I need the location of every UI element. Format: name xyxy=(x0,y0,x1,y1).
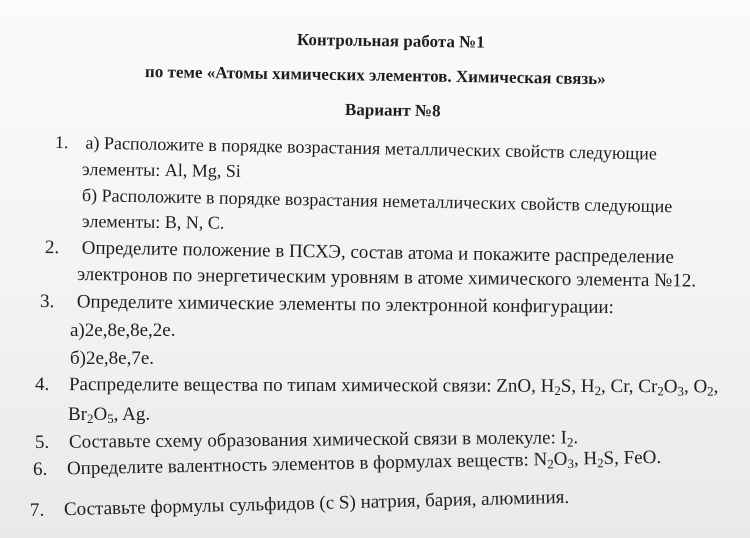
task-number: 2. xyxy=(44,237,60,259)
task-1-line-3: б) Расположите в порядке возрастания неметаллических свойств следующие xyxy=(81,185,673,217)
formula-cr2o3: $Cr_2O_3$, xyxy=(638,376,694,399)
task-number: 4. xyxy=(34,374,50,396)
task-number: 3. xyxy=(39,291,55,313)
task-4-line-1 xyxy=(35,374,718,398)
task-3-line-1 xyxy=(40,291,614,319)
task-4-text: Распределите вещества по типам химической связи: ZnO, xyxy=(68,374,541,397)
formula-h2: $H_2$, Cr, xyxy=(580,375,639,399)
task-3-line-2: а)2е,8е,8е,2е. xyxy=(70,320,176,341)
formula-br2o5: $Br_2O_5$ xyxy=(68,404,114,427)
task-number: 5. xyxy=(34,431,50,453)
task-3-text: Определите химические элементы по электронной конфигурации: xyxy=(76,291,614,319)
task-6-text: Определите валентность элементов в формулах веществ: xyxy=(66,449,534,480)
formula-h2s-feo: $H_2S$, FeO. xyxy=(583,446,662,471)
variant-label: Вариант №8 xyxy=(344,100,441,121)
document-topic: по теме «Атомы химических элементов. Химическая связь» xyxy=(144,62,606,89)
task-number: 6. xyxy=(32,458,48,480)
task-1-line-4: элементы: B, N, C. xyxy=(81,211,225,233)
task-7-text: Составьте формулы сульфидов (с S) натрия, бария, алюминия. xyxy=(63,486,570,521)
task-5-text: Составьте схему образования химической связи в молекуле: xyxy=(68,427,561,453)
formula-i2: $I_2$. xyxy=(560,427,579,450)
formula-n2o3: $N_2O_3$, xyxy=(533,448,584,472)
task-1a-text: а) Расположите в порядке возрастания металлических свойств следующие xyxy=(85,132,658,164)
task-number: 1. xyxy=(54,132,69,153)
formula-o2: $O_2$, xyxy=(693,376,719,399)
task-3-line-3: б)2е,8е,7е. xyxy=(70,348,155,369)
document-title: Контрольная работа №1 xyxy=(296,30,485,52)
task-1-line-2: элементы: Al, Mg, Si xyxy=(81,159,241,181)
task-2-text: Определите положение в ПСХЭ, состав атома и покажите распределение xyxy=(81,237,675,268)
task-4-line-2: $Br_2O_5$, Ag. xyxy=(68,404,151,427)
task-2-line-2: электронов по энергетическим уровням в атоме химического элемента №12. xyxy=(76,264,697,292)
task-7-line-1 xyxy=(30,487,570,522)
task-number: 7. xyxy=(29,499,45,521)
formula-h2s: $H_2S$, xyxy=(540,375,581,399)
